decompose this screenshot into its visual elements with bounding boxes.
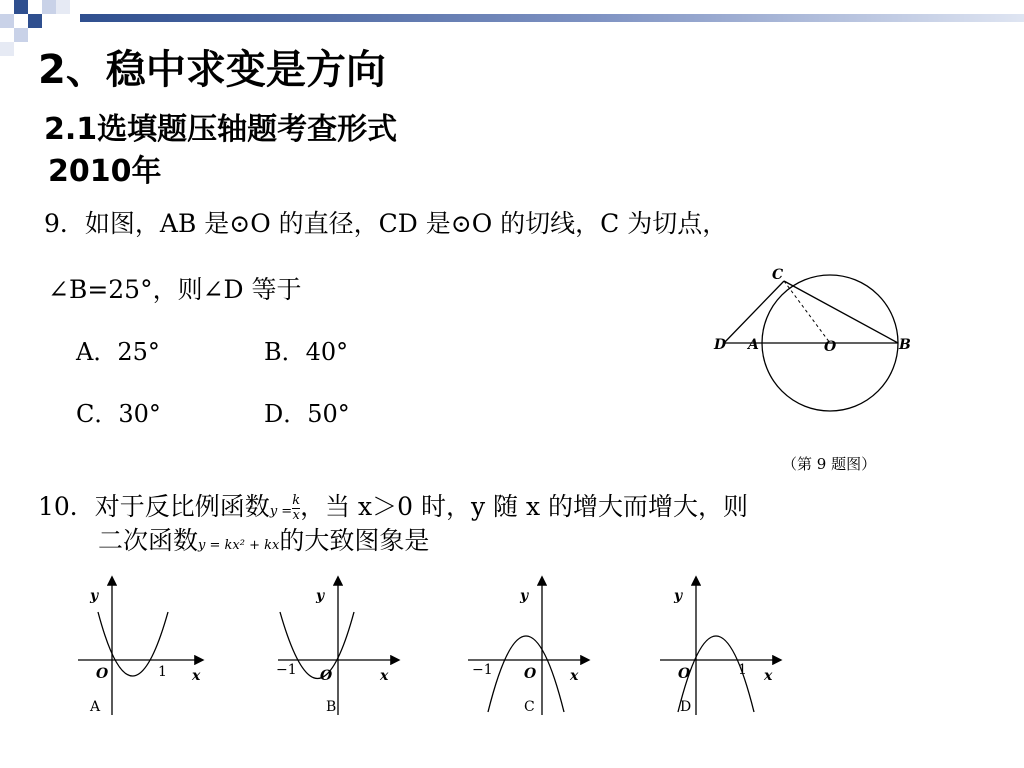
graph-b-origin: O	[320, 668, 333, 684]
graph-d-letter: D	[680, 699, 692, 715]
label-o: O	[824, 339, 837, 355]
graph-a-tick: 1	[158, 664, 167, 680]
q10-line1	[38, 487, 748, 523]
label-c: C	[772, 267, 784, 283]
graph-c	[468, 578, 588, 715]
graph-d-tick: 1	[738, 662, 747, 678]
graph-a-x-label: x	[192, 668, 201, 684]
chord-cb	[784, 281, 898, 343]
year-label: 2010年	[48, 154, 162, 189]
graph-b-letter: B	[326, 699, 337, 715]
graph-c-x-label: x	[570, 668, 579, 684]
q9-option-a: A．25°	[76, 338, 160, 366]
label-d: D	[714, 337, 727, 353]
graph-b-y-label: y	[316, 588, 325, 604]
q10-line2-prefix: 二次函数	[98, 526, 199, 555]
q10-fraction	[292, 494, 300, 523]
q9-circle-figure	[700, 255, 930, 445]
label-a: A	[748, 337, 759, 353]
q10-mid: ，当 x＞0 时，y 随 x 的增大而增大，则	[300, 492, 749, 521]
slide-subtitle: 2.1选填题压轴题考查形式	[44, 112, 398, 147]
q10-graphs	[60, 570, 960, 720]
q9-option-b: B．40°	[264, 338, 349, 366]
graph-d-x-label: x	[764, 668, 773, 684]
q10-prefix: 10．对于反比例函数	[38, 492, 270, 521]
slide-title: 2、稳中求变是方向	[38, 47, 386, 93]
q10-formula2: y = kx² + kx	[198, 538, 280, 553]
graph-a-letter: A	[90, 699, 101, 715]
q10-fraction-num: k	[292, 493, 301, 508]
graph-d	[660, 578, 780, 715]
graph-c-tick: −1	[472, 662, 493, 678]
q9-line1: 9．如图，AB 是⊙O 的直径，CD 是⊙O 的切线，C 为切点，	[44, 209, 728, 238]
q10-fraction-den: x	[292, 508, 300, 523]
graph-c-letter: C	[524, 699, 535, 715]
q10-line2	[98, 521, 429, 557]
graph-a	[78, 578, 202, 715]
label-b: B	[899, 337, 911, 353]
graph-b	[276, 578, 398, 715]
graph-b-tick: −1	[276, 662, 297, 678]
q10-line2-suffix: 的大致图象是	[279, 526, 430, 555]
graph-b-x-label: x	[380, 668, 389, 684]
tangent-dc	[724, 281, 784, 343]
graph-a-origin: O	[96, 666, 109, 682]
header-bar	[80, 14, 1024, 22]
graph-d-y-label: y	[674, 588, 683, 604]
radius-oc	[784, 281, 830, 343]
q9-option-c: C．30°	[76, 400, 161, 428]
q9-figure-caption: （第 9 题图）	[782, 455, 877, 473]
graph-c-origin: O	[524, 666, 537, 682]
q9-option-d: D．50°	[264, 400, 350, 428]
graph-d-origin: O	[678, 666, 691, 682]
q10-formula-lhs: y =	[269, 504, 293, 519]
graph-c-y-label: y	[520, 588, 529, 604]
graph-a-y-label: y	[90, 588, 99, 604]
q9-line2: ∠B=25°，则∠D 等于	[48, 275, 302, 304]
